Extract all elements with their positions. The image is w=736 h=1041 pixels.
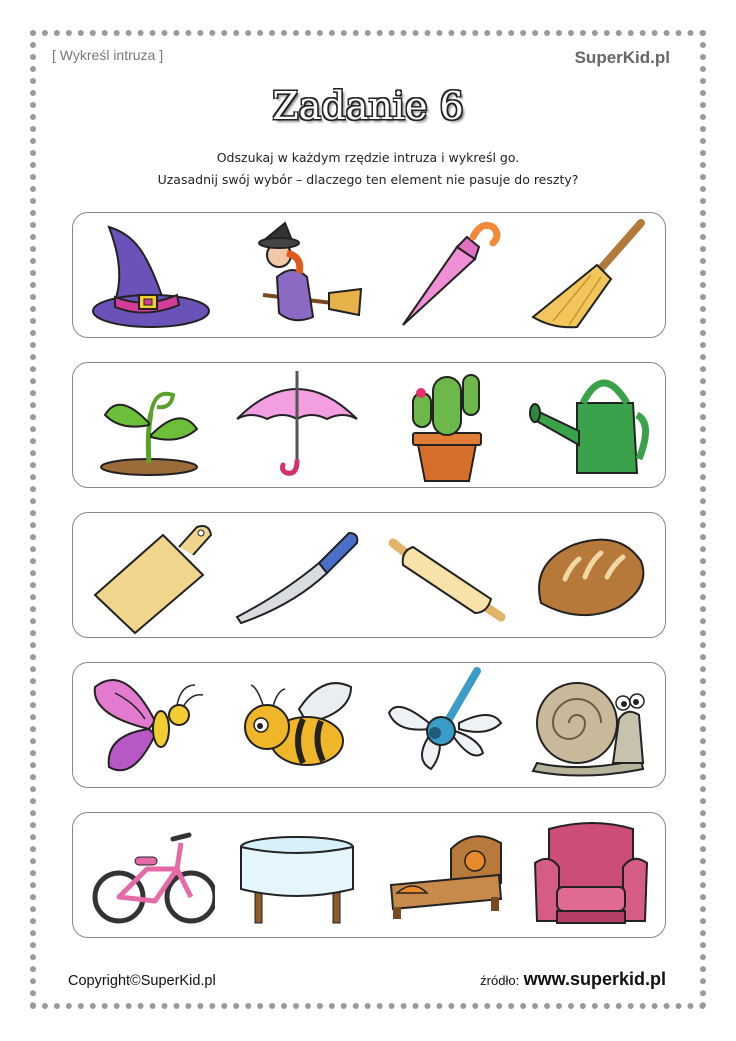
- umbrella-closed-icon[interactable]: [383, 213, 513, 339]
- bee-icon[interactable]: [233, 663, 363, 789]
- copyright-text: Copyright©SuperKid.pl: [68, 973, 216, 989]
- sprout-icon[interactable]: [85, 363, 215, 489]
- table-icon[interactable]: [233, 813, 363, 939]
- bread-icon[interactable]: [523, 513, 653, 639]
- witch-on-broom-icon[interactable]: [233, 213, 363, 339]
- instruction-line-2: Uzasadnij swój wybór – dlaczego ten element nie pasuje do reszty?: [157, 172, 579, 187]
- watering-can-icon[interactable]: [523, 363, 653, 489]
- witch-hat-icon[interactable]: [85, 213, 215, 339]
- knife-icon[interactable]: [233, 513, 363, 639]
- exercise-row-5: [72, 812, 666, 938]
- snail-icon[interactable]: [523, 663, 653, 789]
- worksheet-tag: [ Wykreśl intruza ]: [52, 47, 164, 63]
- brand-logo-text: SuperKid.pl: [574, 48, 670, 67]
- exercise-row-4: [72, 662, 666, 788]
- source-label: źródło:: [480, 973, 520, 988]
- umbrella-open-icon[interactable]: [233, 363, 363, 489]
- instruction-line-1: Odszukaj w każdym rzędzie intruza i wykreśl go.: [216, 150, 520, 165]
- butterfly-icon[interactable]: [85, 663, 215, 789]
- rolling-pin-icon[interactable]: [383, 513, 513, 639]
- exercise-row-1: [72, 212, 666, 338]
- exercise-row-2: [72, 362, 666, 488]
- cactus-icon[interactable]: [383, 363, 513, 489]
- dragonfly-icon[interactable]: [383, 663, 513, 789]
- bed-icon[interactable]: [383, 813, 513, 939]
- source-url[interactable]: www.superkid.pl: [523, 969, 666, 989]
- source-credit: [480, 969, 666, 990]
- cutting-board-icon[interactable]: [85, 513, 215, 639]
- exercise-row-3: [72, 512, 666, 638]
- bicycle-icon[interactable]: [85, 813, 215, 939]
- page-title: Zadanie 6: [272, 84, 464, 128]
- armchair-icon[interactable]: [523, 813, 653, 939]
- broom-icon[interactable]: [523, 213, 653, 339]
